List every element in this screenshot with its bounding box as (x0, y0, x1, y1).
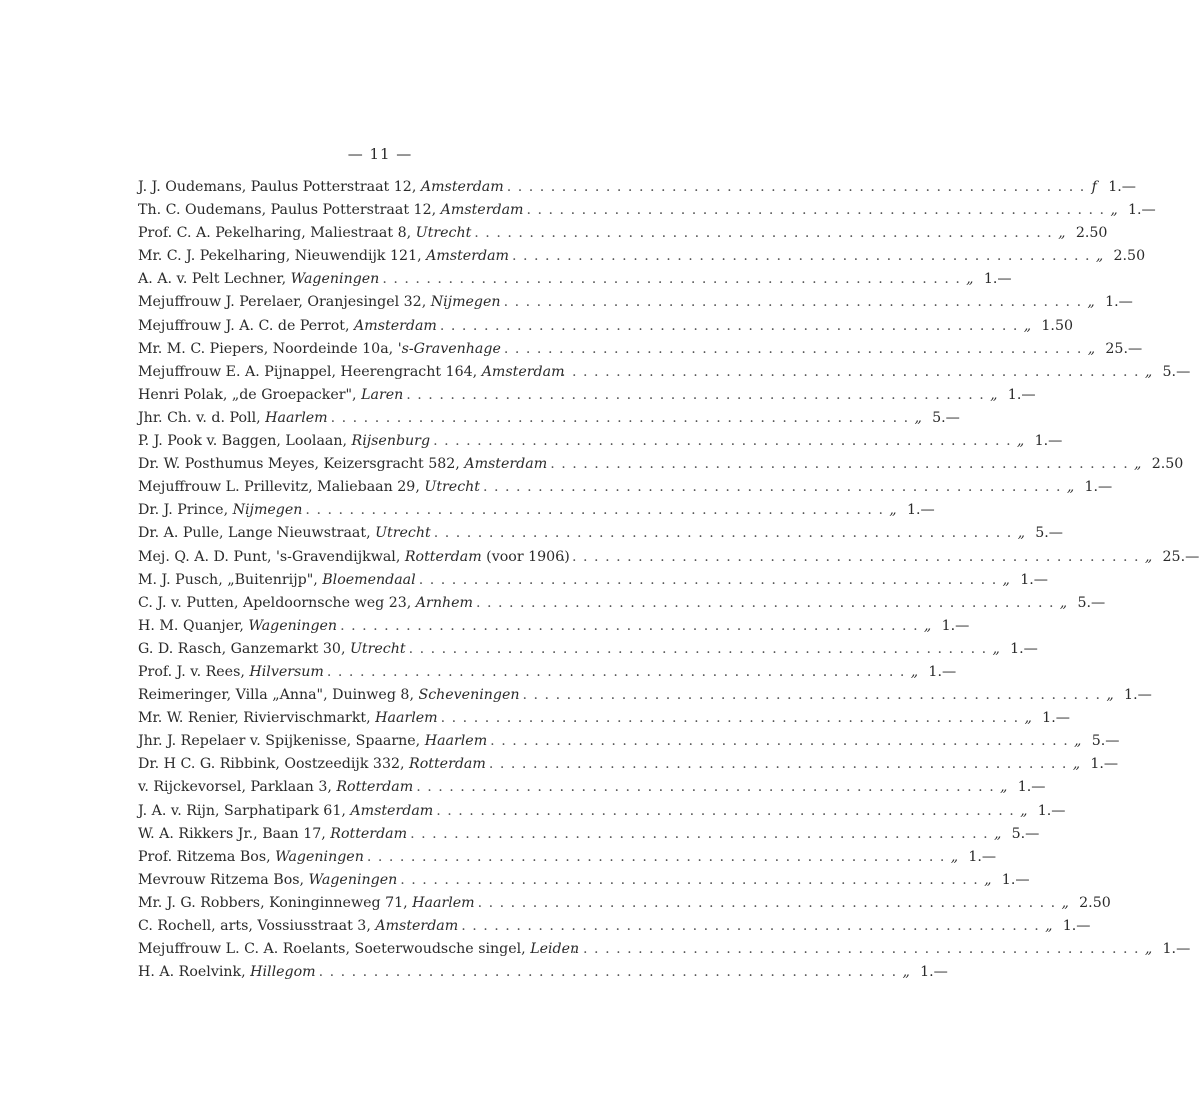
entry-city: Laren (361, 386, 404, 403)
entry-text (138, 638, 406, 661)
entry-currency: „ (1074, 733, 1082, 750)
dot-leader (509, 245, 1090, 268)
entry-currency: „ (1002, 571, 1010, 588)
entry-text (138, 684, 520, 707)
entry-currency: „ (1058, 225, 1066, 242)
entry-text (138, 430, 430, 453)
dot-leader (431, 522, 1012, 545)
entry-text (138, 453, 547, 476)
entry-amount: 5.— (1077, 594, 1106, 611)
entry-currency: „ (990, 386, 998, 403)
entry-city: Nijmegen (430, 294, 501, 311)
entry-text (138, 938, 580, 961)
list-item (138, 638, 1038, 661)
list-item (138, 961, 948, 984)
dot-leader (328, 407, 909, 430)
entry-currency: „ (1144, 548, 1153, 565)
entry-city: Nijmegen (232, 502, 303, 519)
dot-leader (471, 222, 1052, 245)
entry-note: (voor 1906) (481, 548, 570, 565)
entry-name-address: Mejuffrouw J. Perelaer, Oranjesingel 32, (138, 294, 431, 311)
entry-text (138, 569, 416, 592)
entry-text (138, 776, 413, 799)
entry-currency: „ (1066, 479, 1075, 496)
entry-name-address: Dr. H C. G. Ribbink, Oostzeedijk 332, (138, 756, 410, 773)
list-item (138, 707, 1070, 730)
dot-leader (486, 753, 1067, 776)
entry-amount: 25.— (1162, 548, 1199, 565)
entry-amount: 5.— (1035, 525, 1063, 542)
entry-text (138, 800, 433, 823)
entry-amount: 1.— (1037, 802, 1066, 819)
entry-name-address: Mr. J. G. Robbers, Koninginneweg 71, (138, 894, 413, 911)
entry-name-address: A. A. v. Pelt Lechner, (138, 271, 291, 288)
entry-name-address: W. A. Rikkers Jr., Baan 17, (138, 825, 331, 842)
entry-text (138, 753, 486, 776)
entry-currency: f (1091, 179, 1097, 195)
entry-amount: 1.— (1105, 294, 1133, 311)
entry-currency: „ (1134, 456, 1142, 473)
dot-leader (520, 684, 1101, 707)
list-item (138, 430, 1063, 453)
entry-text (138, 730, 487, 753)
dot-leader (403, 384, 984, 407)
entry-text (138, 707, 438, 730)
list-item (138, 730, 1120, 753)
entry-amount: 1.— (1042, 710, 1070, 727)
entry-text (138, 222, 471, 245)
list-item (138, 361, 1191, 384)
dot-leader (433, 800, 1014, 823)
dot-leader (458, 915, 1039, 938)
entry-currency: „ (1144, 363, 1153, 380)
entry-amount: 1.— (906, 502, 935, 519)
entry-name-address: Mevrouw Ritzema Bos, (138, 871, 309, 888)
list-item (138, 823, 1040, 846)
entry-name-address: H. M. Quanjer, (138, 617, 249, 634)
entry-amount: 1.— (983, 271, 1012, 288)
entry-name-address: Jhr. Ch. v. d. Poll, (138, 409, 266, 426)
dot-leader (397, 869, 978, 892)
dot-leader (430, 430, 1011, 453)
entry-amount: 1.— (1010, 640, 1038, 657)
list-item (138, 245, 1146, 268)
entry-city: Hillegom (250, 964, 316, 981)
entry-city: Amsterdam (464, 456, 548, 473)
entry-name-address: M. J. Pusch, „Buitenrijp", (138, 571, 323, 588)
entry-city: Utrecht (349, 640, 406, 657)
entry-currency: „ (1023, 317, 1032, 334)
entry-city: Wageningen (290, 271, 380, 288)
entry-amount: 5.— (1162, 363, 1191, 380)
dot-leader (558, 938, 1139, 961)
entry-text (138, 268, 379, 291)
entry-name-address: Mejuffrouw L. Prillevitz, Maliebaan 29, (138, 479, 425, 496)
entry-city: Amsterdam (350, 802, 434, 819)
entry-city: Amsterdam (375, 918, 459, 934)
entry-amount: 1.— (1017, 779, 1046, 796)
list-item (138, 268, 1012, 291)
entry-city: Scheveningen (418, 687, 520, 704)
entry-city: Utrecht (415, 225, 472, 242)
dot-leader (523, 199, 1104, 222)
entry-amount: 1.— (1090, 756, 1119, 773)
entry-currency: „ (1016, 433, 1025, 450)
dot-leader (379, 268, 960, 291)
entry-text (138, 592, 473, 615)
entry-city: Amsterdam (440, 202, 524, 219)
list-item (138, 684, 1152, 707)
entry-text (138, 384, 403, 407)
entry-currency: „ (923, 617, 932, 634)
entry-name-address: Dr. W. Posthumus Meyes, Keizersgracht 582, (138, 456, 465, 473)
entry-city: Rotterdam (409, 756, 486, 773)
entry-currency: „ (1144, 941, 1153, 958)
entry-name-address: Mr. C. J. Pekelharing, Nieuwendijk 121, (138, 248, 427, 265)
entry-city: 's-Gravenhage (397, 340, 501, 357)
entry-currency: „ (910, 663, 919, 680)
entry-amount: 1.— (1001, 871, 1030, 888)
entry-amount: 25.— (1105, 340, 1143, 357)
entry-name-address: P. J. Pook v. Baggen, Loolaan, (138, 433, 352, 450)
list-item (138, 384, 1036, 407)
subscriber-list (138, 176, 1199, 984)
entry-text (138, 407, 328, 430)
dot-leader (487, 730, 1068, 753)
entry-name-address: Mr. W. Renier, Riviervischmarkt, (138, 710, 376, 727)
dot-leader (475, 892, 1056, 915)
entry-city: Haarlem (412, 894, 475, 911)
entry-amount: 5.— (1011, 825, 1040, 842)
entry-name-address: Jhr. J. Repelaer v. Spijkenisse, Spaarne, (138, 733, 425, 750)
entry-amount: 1.— (1108, 179, 1136, 195)
entry-city: Arnhem (415, 594, 473, 611)
list-item (138, 615, 970, 638)
entry-amount: 1.— (920, 964, 948, 981)
entry-name-address: C. Rochell, arts, Vossiusstraat 3, (138, 918, 376, 934)
entry-currency: „ (966, 271, 974, 288)
list-item (138, 546, 1199, 569)
entry-currency: „ (984, 871, 992, 888)
entry-name-address: J. A. v. Rijn, Sarphatipark 61, (138, 802, 351, 819)
dot-leader (480, 476, 1061, 499)
dot-leader (413, 776, 994, 799)
entry-city: Haarlem (265, 409, 328, 426)
entry-city: Rotterdam (336, 779, 414, 796)
entry-city: Amsterdam (481, 363, 565, 380)
entry-currency: „ (992, 640, 1000, 657)
list-item (138, 846, 997, 869)
entry-city: Amsterdam (426, 248, 509, 265)
entry-amount: 1.— (941, 617, 970, 634)
dot-leader (504, 176, 1085, 199)
entry-name-address: Mejuffrouw E. A. Pijnappel, Heerengracht 164, (138, 363, 482, 380)
entry-name-address: C. J. v. Putten, Apeldoornsche weg 23, (138, 594, 416, 611)
entry-amount: 1.— (1007, 386, 1036, 403)
entry-amount: 1.— (1124, 687, 1152, 704)
entry-city: Bloemendaal (322, 571, 416, 588)
entry-currency: „ (1045, 918, 1053, 934)
list-item (138, 915, 1091, 938)
entry-city: Rijsenburg (351, 433, 431, 450)
entry-city: Rotterdam (330, 825, 408, 842)
entry-text (138, 338, 501, 361)
entry-name-address: Mr. M. C. Piepers, Noordeinde 10a, (138, 340, 398, 357)
dot-leader (501, 291, 1082, 314)
entry-amount: 1.— (1020, 571, 1048, 588)
list-item (138, 753, 1119, 776)
entry-amount: 1.— (1034, 433, 1063, 450)
entry-text (138, 476, 480, 499)
entry-city: Amsterdam (354, 317, 437, 334)
entry-name-address: Mejuffrouw J. A. C. de Perrot, (138, 317, 355, 334)
dot-leader (302, 499, 883, 522)
dot-leader (437, 315, 1018, 338)
entry-amount: 1.— (1128, 202, 1156, 219)
dot-leader (407, 823, 988, 846)
entry-currency: „ (1024, 710, 1032, 727)
entry-amount: 1.50 (1041, 317, 1073, 334)
list-item (138, 176, 1136, 199)
entry-text (138, 176, 504, 199)
list-item (138, 938, 1191, 961)
list-item (138, 892, 1111, 915)
entry-name-address: Prof. C. A. Pekelharing, Maliestraat 8, (138, 225, 416, 242)
dot-leader (364, 846, 945, 869)
entry-name-address: Dr. A. Pulle, Lange Nieuwstraat, (138, 525, 376, 542)
entry-text (138, 315, 437, 338)
entry-text (138, 915, 458, 938)
entry-city: Wageningen (308, 871, 398, 888)
entry-city: Wageningen (248, 617, 338, 634)
entry-name-address: v. Rijckevorsel, Parklaan 3, (138, 779, 337, 796)
entry-text (138, 245, 509, 268)
list-item (138, 522, 1063, 545)
dot-leader (473, 592, 1054, 615)
entry-amount: 1.— (968, 848, 997, 865)
entry-name-address: H. A. Roelvink, (138, 964, 251, 981)
entry-amount: 2.50 (1075, 225, 1108, 242)
entry-amount: 1.— (1062, 918, 1091, 934)
entry-city: Haarlem (424, 733, 488, 750)
dot-leader (416, 569, 997, 592)
entry-text (138, 522, 431, 545)
entry-currency: „ (914, 409, 922, 426)
entry-text (138, 661, 324, 684)
entry-name-address: Dr. J. Prince, (138, 502, 233, 519)
entry-name-address: G. D. Rasch, Ganzemarkt 30, (138, 640, 350, 657)
entry-amount: 5.— (932, 409, 960, 426)
entry-city: Haarlem (375, 710, 438, 727)
entry-name-address: J. J. Oudemans, Paulus Potterstraat 12, (138, 179, 421, 195)
list-item (138, 453, 1184, 476)
entry-amount: 2.50 (1151, 456, 1184, 473)
entry-name-address: Henri Polak, „de Groepacker", (138, 386, 362, 403)
entry-text (138, 892, 475, 915)
dot-leader (316, 961, 897, 984)
list-item (138, 869, 1030, 892)
dot-leader (324, 661, 905, 684)
entry-currency: „ (993, 825, 1002, 842)
entry-currency: „ (1072, 756, 1081, 773)
entry-text (138, 499, 302, 522)
entry-currency: „ (1017, 525, 1025, 542)
entry-text (138, 615, 337, 638)
entry-text (138, 823, 407, 846)
entry-city: Utrecht (375, 525, 431, 542)
list-item (138, 592, 1106, 615)
list-item (138, 661, 957, 684)
entry-city: Amsterdam (420, 179, 504, 195)
entry-currency: „ (1087, 294, 1095, 311)
dot-leader (501, 338, 1082, 361)
dot-leader (337, 615, 918, 638)
entry-text (138, 869, 397, 892)
list-item (138, 569, 1048, 592)
list-item (138, 407, 960, 430)
list-item (138, 291, 1133, 314)
entry-text (138, 199, 523, 222)
list-item (138, 338, 1143, 361)
entry-name-address: Reimeringer, Villa „Anna", Duinweg 8, (138, 687, 419, 704)
entry-city: Leiden (530, 941, 580, 958)
entry-currency: „ (1087, 340, 1096, 357)
entry-text (138, 546, 570, 569)
entry-currency: „ (950, 848, 959, 865)
entry-city: Wageningen (275, 848, 364, 865)
dot-leader (558, 546, 1139, 569)
entry-text (138, 846, 364, 869)
list-item (138, 499, 935, 522)
page-number: — 11 — (347, 145, 413, 163)
entry-currency: „ (1059, 594, 1068, 611)
entry-currency: „ (1106, 687, 1114, 704)
entry-amount: 2.50 (1079, 894, 1111, 911)
dot-leader (438, 707, 1019, 730)
list-item (138, 800, 1066, 823)
entry-currency: „ (1020, 802, 1028, 819)
entry-name-address: Prof. Ritzema Bos, (138, 848, 276, 865)
entry-city: Rotterdam (404, 548, 482, 565)
entry-city: Hilversum (249, 663, 324, 680)
dot-leader (406, 638, 987, 661)
entry-currency: „ (889, 502, 897, 519)
dot-leader (547, 453, 1128, 476)
entry-currency: „ (1061, 894, 1069, 911)
entry-text (138, 361, 565, 384)
entry-amount: 1.— (1084, 479, 1113, 496)
list-item (138, 315, 1073, 338)
entry-text (138, 961, 316, 984)
entry-currency: „ (902, 964, 910, 981)
entry-text (138, 291, 501, 314)
entry-amount: 1.— (928, 663, 957, 680)
list-item (138, 199, 1156, 222)
entry-currency: „ (1110, 202, 1118, 219)
list-item (138, 776, 1046, 799)
entry-currency: „ (1000, 779, 1008, 796)
entry-name-address: Mej. Q. A. D. Punt, 's-Gravendijkwal, (138, 548, 405, 565)
list-item (138, 222, 1108, 245)
entry-amount: 1.— (1162, 941, 1191, 958)
entry-amount: 2.50 (1113, 248, 1146, 265)
entry-name-address: Prof. J. v. Rees, (138, 663, 250, 680)
entry-name-address: Mejuffrouw L. C. A. Roelants, Soeterwoudsche singel, (138, 941, 531, 958)
list-item (138, 476, 1113, 499)
entry-amount: 5.— (1091, 733, 1120, 750)
dot-leader (558, 361, 1139, 384)
entry-city: Utrecht (424, 479, 480, 496)
entry-currency: „ (1095, 248, 1104, 265)
entry-name-address: Th. C. Oudemans, Paulus Potterstraat 12, (138, 202, 441, 219)
